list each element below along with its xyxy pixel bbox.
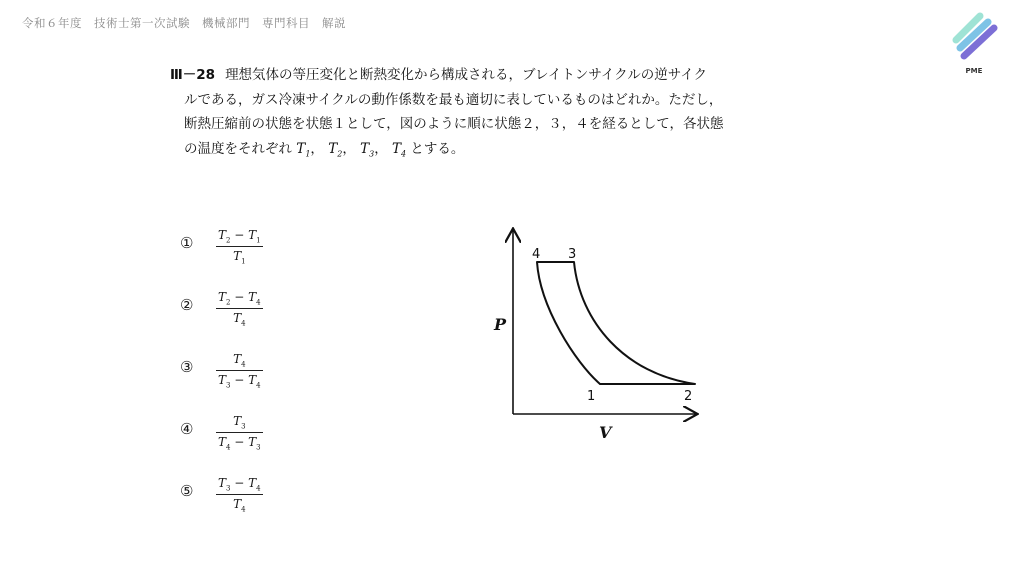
question-line-4-suffix: とする。 bbox=[410, 140, 465, 157]
state-2-label: 2 bbox=[684, 389, 693, 404]
fraction-denominator: $T_4$ bbox=[233, 311, 246, 328]
fraction-numerator: $T_3 - T_4$ bbox=[218, 476, 261, 493]
choice-fraction bbox=[216, 290, 263, 328]
question-text bbox=[170, 63, 820, 167]
fraction-denominator: $T_3 - T_4$ bbox=[218, 373, 261, 390]
temp-var: $T_2$ bbox=[328, 140, 343, 159]
fraction-numerator: $T_3$ bbox=[233, 414, 246, 431]
temp-var: $T_1$ bbox=[296, 140, 311, 159]
fraction-bar bbox=[216, 494, 263, 495]
pv-diagram bbox=[480, 222, 720, 456]
y-axis-label: P bbox=[494, 315, 507, 334]
choice-number: ③ bbox=[180, 358, 194, 376]
choice-fraction bbox=[216, 228, 263, 266]
choice-fraction bbox=[216, 476, 263, 514]
question-line-2: ルである，ガス冷凍サイクルの動作係数を最も適切に表しているものはどれか。ただし， bbox=[184, 91, 723, 108]
temp-sub: 1 bbox=[305, 149, 311, 159]
pv-diagram-svg bbox=[480, 222, 720, 452]
temp-separator: ， bbox=[310, 140, 324, 157]
logo-text: PME bbox=[965, 67, 983, 75]
cycle-path bbox=[537, 262, 695, 384]
choice-2[interactable] bbox=[180, 290, 263, 352]
temp-separator: ， bbox=[374, 140, 388, 157]
fraction-denominator: $T_4 - T_3$ bbox=[218, 435, 261, 452]
choice-3[interactable] bbox=[180, 352, 263, 414]
temp-var: $T_4$ bbox=[392, 140, 407, 159]
fraction-bar bbox=[216, 432, 263, 433]
question-line-1: 理想気体の等圧変化と断熱変化から構成される，ブレイトンサイクルの逆サイク bbox=[225, 67, 708, 83]
x-axis-label: V bbox=[599, 423, 612, 442]
temp-sub: 4 bbox=[401, 149, 407, 159]
question-line-3: 断熱圧縮前の状態を状態１として，図のように順に状態２，３，４を経るとして，各状態 bbox=[184, 116, 724, 132]
temp-sub: 2 bbox=[337, 149, 343, 159]
temp-var: $T_3$ bbox=[360, 140, 375, 159]
choice-fraction bbox=[216, 352, 263, 390]
choice-1[interactable] bbox=[180, 228, 263, 290]
fraction-numerator: $T_4$ bbox=[233, 352, 246, 369]
choice-4[interactable] bbox=[180, 414, 263, 476]
choice-number: ⑤ bbox=[180, 482, 194, 500]
choice-number: ① bbox=[180, 234, 194, 252]
fraction-denominator: $T_4$ bbox=[233, 497, 246, 514]
choice-5[interactable] bbox=[180, 476, 263, 538]
temp-sub: 3 bbox=[369, 149, 375, 159]
choice-number: ④ bbox=[180, 420, 194, 438]
fraction-bar bbox=[216, 246, 263, 247]
question-line-4-prefix: の温度をそれぞれ bbox=[184, 140, 292, 157]
choice-fraction bbox=[216, 414, 263, 452]
state-3-label: 3 bbox=[568, 247, 577, 262]
logo-stripes-icon bbox=[948, 10, 1000, 66]
fraction-bar bbox=[216, 370, 263, 371]
fraction-numerator: $T_2 - T_4$ bbox=[218, 290, 261, 307]
fraction-denominator: $T_1$ bbox=[233, 249, 246, 266]
question-number: Ⅲ－28 bbox=[170, 67, 216, 83]
pme-logo bbox=[948, 10, 1000, 76]
page-header-title: 令和６年度 技術士第一次試験 機械部門 専門科目 解説 bbox=[22, 16, 346, 30]
answer-choices bbox=[180, 228, 263, 538]
fraction-bar bbox=[216, 308, 263, 309]
state-4-label: 4 bbox=[532, 247, 541, 262]
temp-separator: ， bbox=[342, 140, 356, 157]
choice-number: ② bbox=[180, 296, 194, 314]
fraction-numerator: $T_2 - T_1$ bbox=[218, 228, 261, 245]
state-1-label: 1 bbox=[587, 389, 596, 404]
